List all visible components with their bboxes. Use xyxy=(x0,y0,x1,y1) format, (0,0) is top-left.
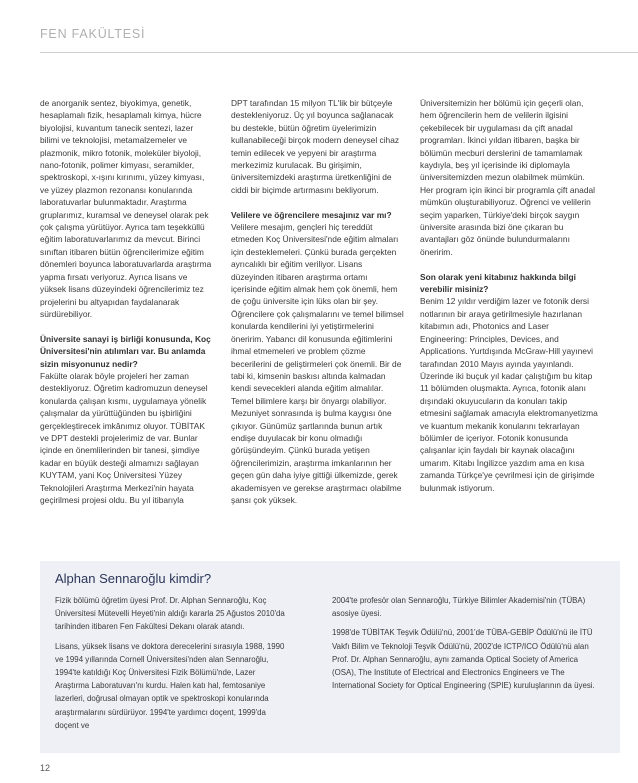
paragraph: DPT tarafından 15 milyon TL'lik bir bütçeyle destekleniyoruz. Üç yıl boyunca sağlanacak bu destekle, bütün öğretim üyelerimizin kullanabileceği birçok modern deneysel cihaz temin edilecek ve yepyeni bir araştırma merkezimiz kurulacak. Bu girişimin, üniversitemizdeki araştırma üretkenliğini de ciddi bir biçimde artırmasını bekliyorum. xyxy=(231,98,400,195)
header-divider xyxy=(40,52,638,53)
bio-paragraph: Lisans, yüksek lisans ve doktora derecelerini sırasıyla 1988, 1990 ve 1994 yıllarında Cornell Üniversitesi'nden alan Sennaroğlu, 1994'te katıldığı Koç Üniversitesi Fizik Bölümü'nde, Lazer Araştırma Laboratuvarı'nı kurdu. Halen katı hal, femtosaniye lazerleri, doğrusal olmayan optik ve spektroskopi konularında araştırmalarını sürdürüyor. 1994'te yardımcı doçent, 1999'da doçent ve xyxy=(55,641,285,730)
section-title: FEN FAKÜLTESİ xyxy=(40,27,146,41)
question-heading: Üniversite sanayi iş birliği konusunda, Koç Üniversitesi'nin atılımları var. Bu anlamda sizin misyonunuz nedir? xyxy=(40,333,211,369)
bio-column-right xyxy=(332,594,604,698)
paragraph: Fakülte olarak böyle projeleri her zaman destekliyoruz. Öğretim kadromuzun deneysel konularda çalışan kısmı, uygulamaya yönelik çalışmalar da yürüttüğünden bu işbirliğini gerçekleştirecek imkânımız oluyor. TÜBİTAK ve DPT destekli projelerimiz de var. Bunlar içinde en önemlilerinden bir tanesi, şimdiye kadar en büyük desteği almamızı sağlayan KUYTAM, yani Koç Üniversitesi Yüzey Teknolojileri Araştırma Merkezi'nin hayata geçirilmesi projesi oldu. Bu yıl itibarıyla xyxy=(40,370,208,505)
paragraph: Üniversitemizin her bölümü için geçerli olan, hem öğrencilerin hem de velilerin ilgisini çekebilecek bir uygulaması da çift anadal programları. İkinci yıldan itibaren, başka bir bölümün mecburi derslerini de tamamlamak kaydıyla, beş yıl içerisinde iki diplomayla üniversitemizden mezun olabilmek mümkün. Her program için ikinci bir programla çift anadal mümkün oluşturabiliyoruz. Öğrenci ve velilerin seçim yaparken, Türkiye'deki birçok saygın üniversite arasında bizi öne çıkaran bu avantajları göz önünde bulundurmalarını öneririm. xyxy=(420,98,596,257)
paragraph: Benim 12 yıldır verdiğim lazer ve fotonik dersi notlarının bir araya getirilmesiyle hazırlanan kitabımın adı, Photonics and Laser Engineering: Principles, Devices, and Applications. Yurtdışında McGraw-Hill yayınevi tarafından 2010 Mayıs ayında yayınlandı. Üzerinde iki buçuk yıl kadar çalıştığım bu kitap 11 bölümden oluşmakta. Ayrıca, fotonik alanı dışındaki okuyucuların da konuları takip etmesini sağlamak amacıyla elektromanyetizma ve kuantum mekanik konularını tekrarlayan bölümler de içeriyor. Fotonik konusunda çalışanlar için faydalı bir kaynak olacağını umarım. Kitabı İngilizce yazdım ama en kısa zamanda Türkçe'ye çevrilmesi için de girişimde bulunmak istiyorum. xyxy=(420,296,598,493)
paragraph: de anorganik sentez, biyokimya, genetik, hesaplamalı fizik, hesaplamalı kimya, hücre biyolojisi, kuvantum tanecik sentezi, lazer bilimi ve teknolojisi, metamalzemeler ve plazmonik, mikro fotonik, moleküler biyoloji, nano-fotonik, polimer kimyası, seramikler, spektroskopi, x-ışını kırınımı, yüzey kimyası, ve yüzey plazmon rezonansı konularında laboratuvarlar bulunmaktadır. Araştırma gruplarımız, kuramsal ve deneysel olarak pek çok çalışma yürütüyor. Ayrıca tam teşekküllü eğitim laboratuvarlarımız da mevcut. Birinci sınıftan itibaren bütün öğrencilerimize eğitim dönemleri boyunca laboratuvarlarda araştırma yapma fırsatı veriyoruz. Ayrıca lisans ve yüksek lisans düzeyindeki öğrencilerimiz tez projelerini bu altyapıdan faydalanarak sürdürebiliyor. xyxy=(40,98,212,319)
paragraph: Velilere mesajım, gençleri hiç tereddüt etmeden Koç Üniversitesi'nde eğitim almaları için desteklemeleri. Çünkü burada gerçekten ayrıcalıklı bir eğitim veriliyor. Lisans düzeyinden itibaren araştırma ortamı içerisinde eğitim almak hem çok önemli, hem de çoğu üniversite için lüks olan bir şey. Öğrencilere çok çalışmalarını ve temel bilimsel konularda kendilerini iyi yetiştirmelerini öneririm. Yabancı dil konusunda eğitimlerini ihmal etmemeleri ve problem çözme becerilerini de geliştirmeleri çok önemli. Bir de tabi ki, kimsenin baskısı altında kalmadan kendi sevecekleri alanda eğitim almalılar. Temel bilimlere karşı bir önyargı olabiliyor. Mezuniyet sonrasında iş bulma kaygısı öne çıkıyor. Günümüz şartlarında bunun artık endişe duyulacak bir konu olmadığı görüşündeyim. Çünkü burada yetişen öğrencilerimizin, araştırma imkanlarının her geçen gün daha iyiye gittiği ülkemizde, gerek akademisyen ve gerekse araştırmacı olabilme şansı çok yüksek. xyxy=(231,222,404,505)
question-heading: Velilere ve öğrencilere mesajınız var mı? xyxy=(231,209,392,220)
text-column-3 xyxy=(420,97,598,506)
bio-box-title: Alphan Sennaroğlu kimdir? xyxy=(55,571,212,586)
bio-paragraph: 2004'te profesör olan Sennaroğlu, Türkiye Bilimler Akademisi'nin (TÜBA) asosiye üyesi. xyxy=(332,596,586,619)
bio-paragraph: Fizik bölümü öğretim üyesi Prof. Dr. Alphan Sennaroğlu, Koç Üniversitesi Mütevelli Heyeti'nin aldığı kararla 25 Ağustos 2010'da tarihinden itibaren Fen Fakültesi Dekanı olarak atandı. xyxy=(55,596,285,632)
text-column-2 xyxy=(231,97,405,519)
page-number: 12 xyxy=(40,763,51,773)
bio-paragraph: 1998'de TÜBİTAK Teşvik Ödülü'nü, 2001'de TÜBA-GEBİP Ödülü'nü ile İTÜ Vakfı Bilim ve Teknoloji Teşvik Ödülü'nü, 2002'de ICTP/ICO Ödülü'nü alan Prof. Dr. Alphan Sennaroğlu, aynı zamanda Optical Society of America (OSA), The Institute of Electrical and Electronics Engineers ve The International Society for Optical Engineering (SPIE) kuruluşlarının da üyesi. xyxy=(332,628,595,691)
text-column-1 xyxy=(40,97,213,519)
question-heading: Son olarak yeni kitabınız hakkında bilgi verebilir misiniz? xyxy=(420,271,576,295)
bio-column-left xyxy=(55,594,288,738)
